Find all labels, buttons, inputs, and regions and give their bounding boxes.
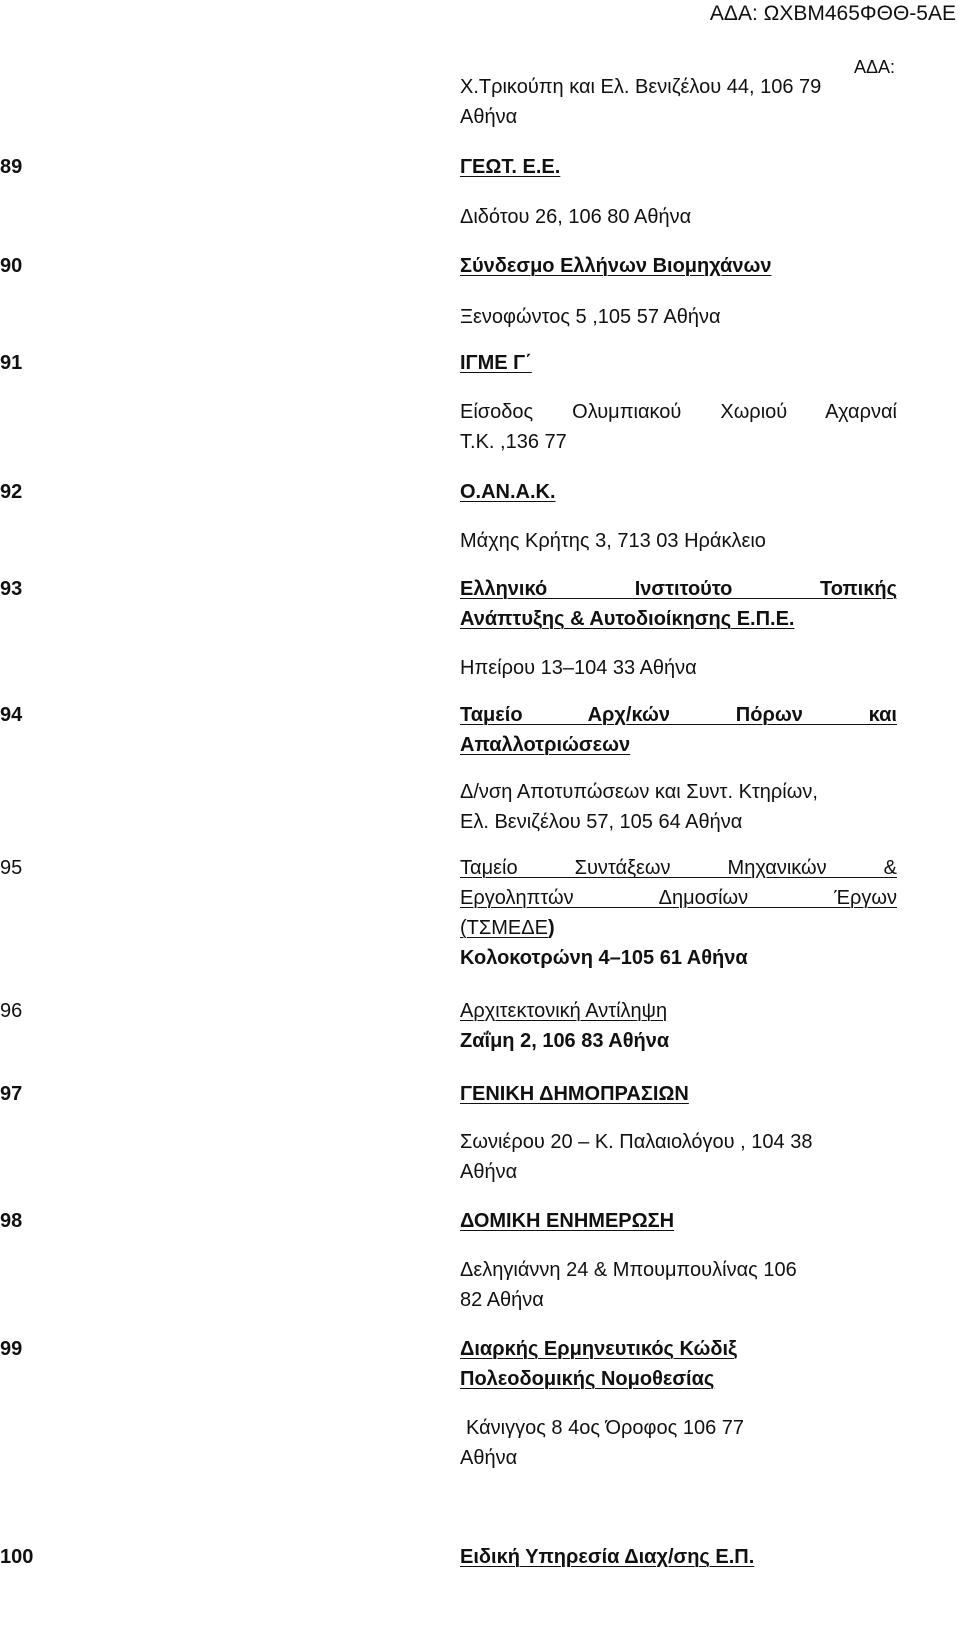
entry-number: 100 xyxy=(0,1546,34,1568)
entry-number: 91 xyxy=(0,352,23,374)
entry-address xyxy=(460,1127,897,1187)
entry-name-text: Ο.ΑΝ.Α.Κ. xyxy=(460,481,556,503)
entry-number: 94 xyxy=(0,704,23,726)
entry-name-text: Σύνδεσμο Ελλήνων Βιομηχάνων xyxy=(460,255,772,277)
entry-name-text: ΓΕΝΙΚΗ ΔΗΜΟΠΡΑΣΙΩΝ xyxy=(460,1083,689,1105)
address-line: Κάνιγγος 8 4ος Όροφος 106 77 xyxy=(466,1417,744,1439)
entry-name-line: Ταμείο Αρχ/κών Πόρων και xyxy=(460,704,897,726)
ada-label: ΑΔΑ: xyxy=(853,57,895,77)
entry-name xyxy=(460,574,897,634)
entry-address xyxy=(460,777,897,837)
entry-address: Ξενοφώντος 5 ,105 57 Αθήνα xyxy=(460,306,721,328)
entry-name-line: Πολεοδομικής Νομοθεσίας xyxy=(460,1368,715,1390)
entry-name-suffix: ) xyxy=(547,917,555,939)
entry-address: Ηπείρου 13–104 33 Αθήνα xyxy=(460,657,697,679)
address-line: Αθήνα xyxy=(460,1447,518,1469)
entry-number: 89 xyxy=(0,156,23,178)
entry-number: 99 xyxy=(0,1338,23,1360)
entry-name-text: ΙΓΜΕ Γ΄ xyxy=(460,352,532,374)
entry-name-text: Αρχιτεκτονική Αντίληψη xyxy=(460,1000,668,1022)
entry-address: Κολοκοτρώνη 4–105 61 Αθήνα xyxy=(460,947,748,969)
entry-name-line: Ταμείο Συντάξεων Μηχανικών & xyxy=(460,857,897,879)
entry-address xyxy=(460,397,897,457)
entry-name xyxy=(460,1079,897,1109)
ada-header: ΑΔΑ: ΩΧΒΜ465ΦΘΘ-5ΑΕ xyxy=(709,2,956,25)
entry-address: Μάχης Κρήτης 3, 713 03 Ηράκλειο xyxy=(460,530,766,552)
address-line: Αθήνα xyxy=(460,1161,518,1183)
address-line: Χ.Τρικούπη και Ελ. Βενιζέλου 44, 106 79 xyxy=(460,76,822,98)
entry-name xyxy=(460,1206,897,1236)
address-line: Αθήνα xyxy=(460,106,518,128)
entry-address xyxy=(460,1413,897,1473)
entry-name xyxy=(460,1542,897,1572)
entry-address: Ζαΐμη 2, 106 83 Αθήνα xyxy=(460,1030,670,1052)
address-line: Τ.Κ. ,136 77 xyxy=(460,431,567,453)
entry-address: Διδότου 26, 106 80 Αθήνα xyxy=(460,206,692,228)
entry-number: 95 xyxy=(0,857,23,879)
address-line: Ελ. Βενιζέλου 57, 105 64 Αθήνα xyxy=(460,811,743,833)
address-line: Σωνιέρου 20 – Κ. Παλαιολόγου , 104 38 xyxy=(460,1131,813,1153)
entry-name xyxy=(460,996,897,1056)
entry-name xyxy=(460,700,897,760)
entry-name-text: ΓΕΩΤ. Ε.Ε. xyxy=(460,156,561,178)
entry-name xyxy=(460,152,897,182)
entry-name-line: Απαλλοτριώσεων xyxy=(460,734,631,756)
entry-number: 93 xyxy=(0,578,23,600)
address-line: Δεληγιάννη 24 & Μπουμπουλίνας 106 xyxy=(460,1259,797,1281)
entry-name-line: (ΤΣΜΕΔΕ xyxy=(460,917,548,939)
entry-name xyxy=(460,251,897,281)
entry-number: 98 xyxy=(0,1210,23,1232)
entry-name-text: Ειδική Υπηρεσία Διαχ/σης Ε.Π. xyxy=(460,1546,755,1568)
entry-name-line: Εργοληπτών Δημοσίων Έργων xyxy=(460,887,897,909)
entry-number: 90 xyxy=(0,255,23,277)
entry-name-line: Ελληνικό Ινστιτούτο Τοπικής xyxy=(460,578,897,600)
address-top xyxy=(460,72,897,132)
entry-name xyxy=(460,348,897,378)
entry-number: 92 xyxy=(0,481,23,503)
entry-number: 97 xyxy=(0,1083,23,1105)
entry-number: 96 xyxy=(0,1000,23,1022)
entry-address xyxy=(460,1255,897,1315)
address-line: Δ/νση Αποτυπώσεων και Συντ. Κτηρίων, xyxy=(460,781,818,803)
entry-name-line: Ανάπτυξης & Αυτοδιοίκησης Ε.Π.Ε. xyxy=(460,608,795,630)
entry-name-line: Διαρκής Ερμηνευτικός Κώδιξ xyxy=(460,1338,737,1360)
entry-name xyxy=(460,1334,897,1394)
entry-name xyxy=(460,853,897,973)
entry-name xyxy=(460,477,897,507)
entry-name-text: ΔΟΜΙΚΗ ΕΝΗΜΕΡΩΣΗ xyxy=(460,1210,675,1232)
address-line: 82 Αθήνα xyxy=(460,1289,544,1311)
address-line: Είσοδος Ολυμπιακού Χωριού Αχαρναί xyxy=(460,401,897,423)
